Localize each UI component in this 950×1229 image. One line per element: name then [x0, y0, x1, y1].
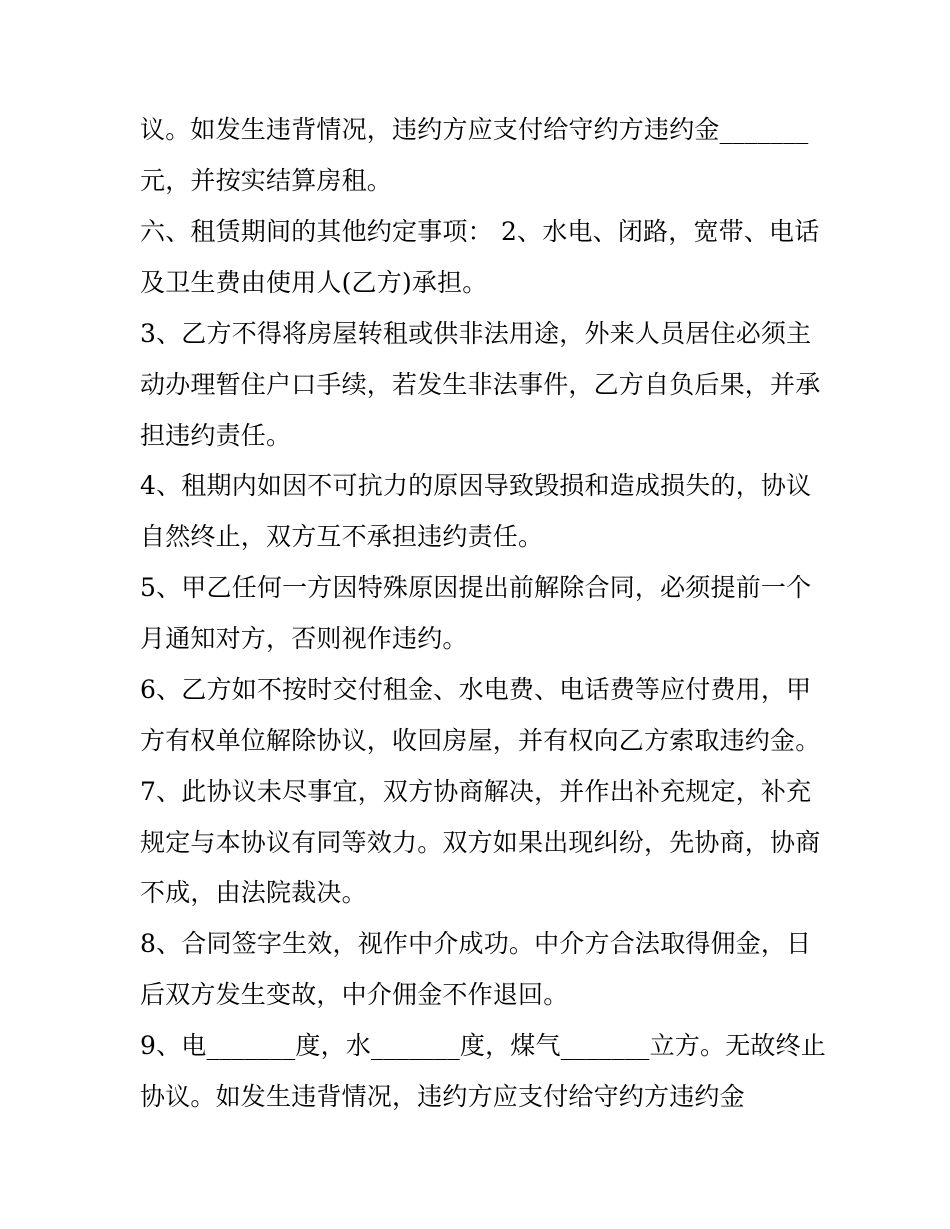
text-line: 动办理暂住户口手续，若发生非法事件，乙方自负后果，并承	[140, 370, 821, 399]
text-line: 方有权单位解除协议，收回房屋，并有权向乙方索取违约金。	[140, 726, 821, 755]
text-line: 月通知对方，否则视作违约。	[140, 624, 468, 653]
text-line: 协议。如发生违背情况，违约方应支付给守约方违约金	[140, 1082, 745, 1111]
text-line: 及卫生费由使用人(乙方)承担。	[140, 268, 488, 297]
text-line: 3、乙方不得将房屋转租或供非法用途，外来人员居住必须主	[140, 319, 812, 348]
text-line: 8、合同签字生效，视作中介成功。中介方合法取得佣金，日	[140, 929, 812, 958]
text-line: 7、此协议未尽事宜，双方协商解决，并作出补充规定，补充	[140, 777, 812, 806]
text-line: 担违约责任。	[140, 421, 292, 450]
text-line: 自然终止，双方互不承担违约责任。	[140, 522, 544, 551]
text-line: 6、乙方如不按时交付租金、水电费、电话费等应付费用，甲	[140, 675, 812, 704]
text-line: 后双方发生变故，中介佣金不作退回。	[140, 980, 569, 1009]
text-line: 4、租期内如因不可抗力的原因导致毁损和造成损失的，协议	[140, 471, 812, 500]
text-line: 议。如发生违背情况，违约方应支付给守约方违约金_______	[140, 115, 809, 144]
text-line: 9、电_______度，水_______度，煤气_______立方。无故终止	[140, 1031, 827, 1060]
text-line: 规定与本协议有同等效力。双方如果出现纠纷，先协商，协商	[140, 828, 821, 857]
text-line: 不成，由法院裁决。	[140, 878, 367, 907]
text-line: 元，并按实结算房租。	[140, 166, 393, 195]
text-line: 5、甲乙任何一方因特殊原因提出前解除合同，必须提前一个	[140, 573, 812, 602]
text-line: 六、租赁期间的其他约定事项： 2、水电、闭路，宽带、电话	[140, 217, 820, 246]
